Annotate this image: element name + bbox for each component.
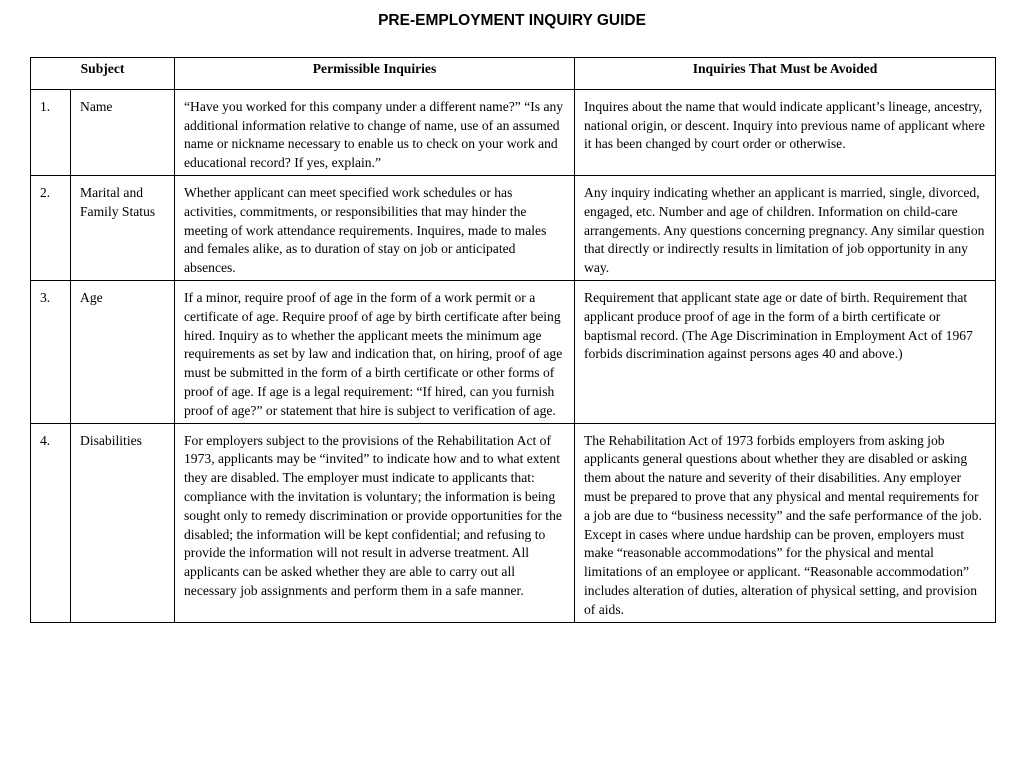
row-number: 2. [31,175,71,280]
row-number: 4. [31,423,71,622]
table-row [31,89,996,175]
row-permissible-inquiries: Whether applicant can meet specified work schedules or has activities, commitments, or responsibilities that may hinder the meeting of work attendance requirements. Inquires, made to males and females alike, as to duration of stay on job or anticipated absences. [175,175,575,280]
row-permissible-inquiries: “Have you worked for this company under a different name?” “Is any additional information relative to change of name, use of an assumed name or nickname necessary to enable us to check on your work and educational record? If yes, explain.” [175,89,575,175]
table-row [31,175,996,280]
header-inquiries-avoided: Inquiries That Must be Avoided [575,58,996,90]
row-inquiries-avoided: Inquires about the name that would indicate applicant’s lineage, ancestry, national origin, or descent. Inquiry into previous name of applicant where it has been changed by court order or otherwise. [575,89,996,175]
inquiry-guide-table [30,57,996,623]
row-inquiries-avoided: The Rehabilitation Act of 1973 forbids employers from asking job applicants general questions about whether they are disabled or asking them about the nature and severity of their disabilities. Any employer must be prepared to prove that any physical and mental requirements for a job are due to “business necessity” and the safe performance of the job. Except in cases where undue hardship can be proven, employers must make “reasonable accommodations” for the physical and mental limitations of an employee or applicant. “Reasonable accommodation” includes alteration of duties, alteration of physical setting, and provision of aids. [575,423,996,622]
row-subject: Marital and Family Status [71,175,175,280]
row-inquiries-avoided: Any inquiry indicating whether an applicant is married, single, divorced, engaged, etc. Number and age of children. Information on child-care arrangements. Any questions concerning pregnancy. Any similar question that directly or indirectly results in limitation of job opportunity in any way. [575,175,996,280]
row-inquiries-avoided: Requirement that applicant state age or date of birth. Requirement that applicant produce proof of age in the form of a birth certificate or baptismal record. (The Age Discrimination in Employment Act of 1967 forbids discrimination against persons ages 40 and above.) [575,280,996,423]
table-row [31,423,996,622]
row-permissible-inquiries: If a minor, require proof of age in the form of a work permit or a certificate of age. Require proof of age by birth certificate after being hired. Inquiry as to whether the applicant meets the minimum age requirements as set by law and indication that, on hiring, proof of age must be submitted in the form of a birth certificate or other forms of proof of age. If age is a legal requirement: “If hired, can you furnish proof of age?” or statement that hire is subject to verification of age. [175,280,575,423]
row-subject: Age [71,280,175,423]
table-row [31,280,996,423]
row-permissible-inquiries: For employers subject to the provisions of the Rehabilitation Act of 1973, applicants may be “invited” to indicate how and to what extent they are disabled. The employer must indicate to applicants that: compliance with the invitation is voluntary; the information is being sought only to remedy discrimination or provide opportunities for the disabled; the information will be kept confidential; and refusing to provide the information will not result in adverse treatment. All applicants can be asked whether they are able to carry out all necessary job assignments and perform them in a safe manner. [175,423,575,622]
row-subject: Name [71,89,175,175]
header-permissible-inquiries: Permissible Inquiries [175,58,575,90]
header-subject: Subject [31,58,175,90]
row-subject: Disabilities [71,423,175,622]
row-number: 1. [31,89,71,175]
table-header-row [31,58,996,90]
page-title: PRE-EMPLOYMENT INQUIRY GUIDE [378,12,646,29]
row-number: 3. [31,280,71,423]
